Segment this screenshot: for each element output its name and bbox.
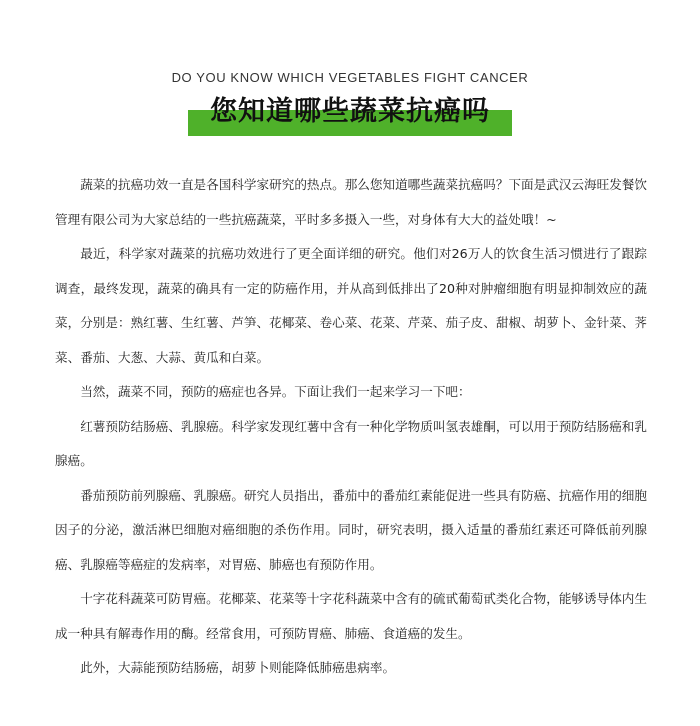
paragraph-research: 最近，科学家对蔬菜的抗癌功效进行了更全面详细的研究。他们对26万人的饮食生活习惯进行了跟踪调查，最终发现，蔬菜的确具有一定的防癌作用，并从高到低排出了20种对肿瘤细胞有明显抑制效应的蔬菜，分别是：熟红薯、生红薯、芦笋、花椰菜、卷心菜、花菜、芹菜、茄子皮、甜椒、胡萝卜、金针菜、荠菜、番茄、大葱、大蒜、黄瓜和白菜。 [55, 246, 647, 365]
paragraph-intro: 蔬菜的抗癌功效一直是各国科学家研究的热点。那么您知道哪些蔬菜抗癌吗？下面是武汉云海旺发餐饮管理有限公司为大家总结的一些抗癌蔬菜，平时多多摄入一些，对身体有大大的益处哦！~ [55, 177, 647, 227]
paragraph-tomato: 番茄预防前列腺癌、乳腺癌。研究人员指出，番茄中的番茄红素能促进一些具有防癌、抗癌作用的细胞因子的分泌，激活淋巴细胞对癌细胞的杀伤作用。同时，研究表明，摄入适量的番茄红素还可降低前列腺癌、乳腺癌等癌症的发病率，对胃癌、肺癌也有预防作用。 [55, 487, 647, 572]
paragraph-transition: 当然，蔬菜不同，预防的癌症也各异。下面让我们一起来学习一下吧： [80, 384, 471, 399]
page-title: 您知道哪些蔬菜抗癌吗 [210, 96, 490, 127]
page-subtitle: DO YOU KNOW WHICH VEGETABLES FIGHT CANCER [171, 70, 529, 85]
title-block [0, 96, 700, 142]
paragraph-garlic-carrot: 此外，大蒜能预防结肠癌，胡萝卜则能降低肺癌患病率。 [80, 660, 396, 675]
paragraph-sweet-potato: 红薯预防结肠癌、乳腺癌。科学家发现红薯中含有一种化学物质叫氢表雄酮，可以用于预防结肠癌和乳腺癌。 [55, 418, 647, 468]
article-body [55, 168, 647, 686]
paragraph-cruciferous: 十字花科蔬菜可防胃癌。花椰菜、花菜等十字花科蔬菜中含有的硫甙葡萄甙类化合物，能够诱导体内生成一种具有解毒作用的酶。经常食用，可预防胃癌、肺癌、食道癌的发生。 [55, 591, 647, 641]
